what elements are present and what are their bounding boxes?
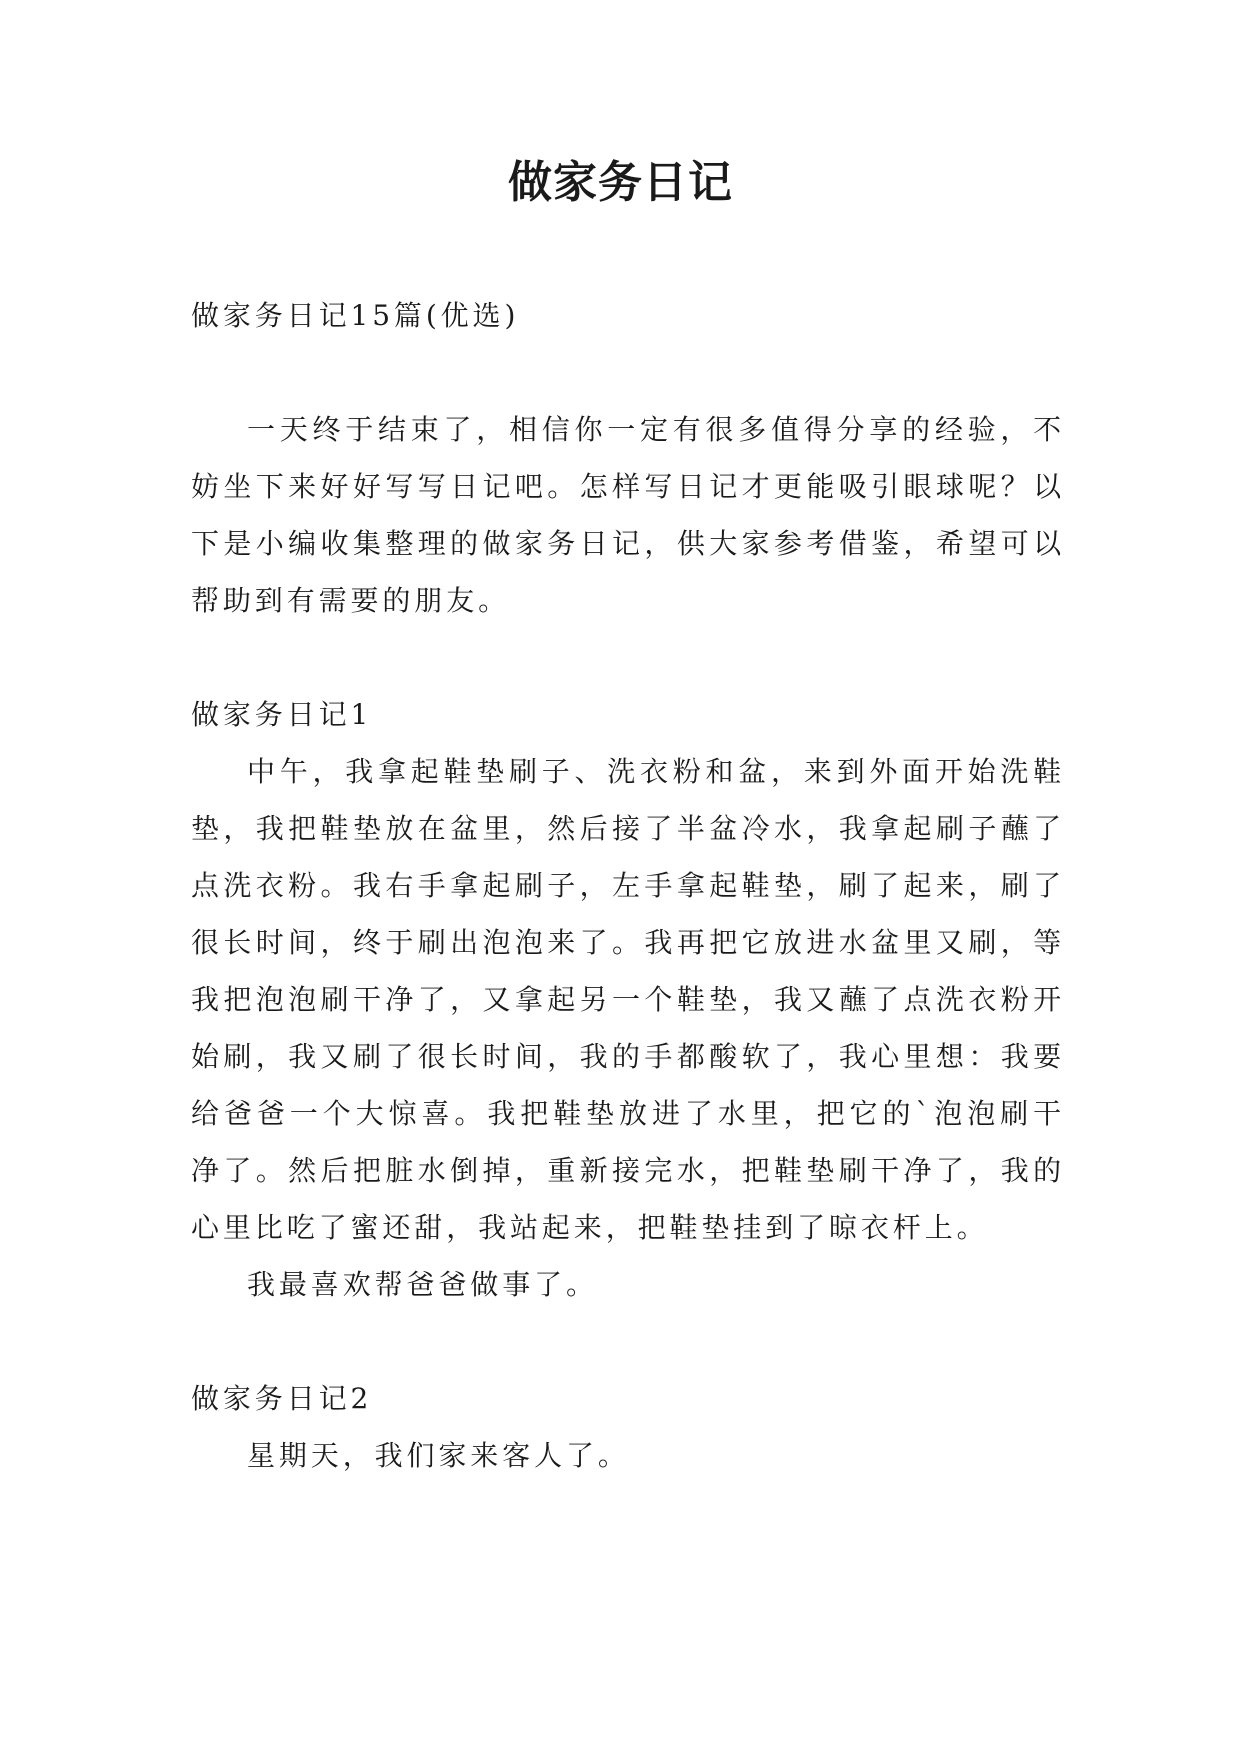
section-1-paragraph-1: 中午，我拿起鞋垫刷子、洗衣粉和盆，来到外面开始洗鞋垫，我把鞋垫放在盆里，然后接了半盆冷水，我拿起刷子蘸了点洗衣粉。我右手拿起刷子，左手拿起鞋垫，刷了起来，刷了很长时间，终于刷出泡泡来了。我再把它放进水盆里又刷，等我把泡泡刷干净了，又拿起另一个鞋垫，我又蘸了点洗衣粉开始刷，我又刷了很长时间，我的手都酸软了，我心里想：我要给爸爸一个大惊喜。我把鞋垫放进了水里，把它的`泡泡刷干净了。然后把脏水倒掉，重新接完水，把鞋垫刷干净了，我的心里比吃了蜜还甜，我站起来，把鞋垫挂到了晾衣杆上。 <box>191 755 1065 1244</box>
document-subtitle: 做家务日记15篇(优选) <box>191 299 520 332</box>
page-title: 做家务日记 <box>508 157 733 208</box>
section-heading-1: 做家务日记1 <box>191 698 373 731</box>
document-body <box>191 287 1065 1484</box>
intro-paragraph: 一天终于结束了，相信你一定有很多值得分享的经验，不妨坐下来好好写写日记吧。怎样写日记才更能吸引眼球呢？以下是小编收集整理的做家务日记，供大家参考借鉴，希望可以帮助到有需要的朋友。 <box>191 413 1065 617</box>
section-2-paragraph-1: 星期天，我们家来客人了。 <box>247 1439 630 1472</box>
section-1-paragraph-2: 我最喜欢帮爸爸做事了。 <box>247 1268 598 1301</box>
section-heading-2: 做家务日记2 <box>191 1382 373 1415</box>
